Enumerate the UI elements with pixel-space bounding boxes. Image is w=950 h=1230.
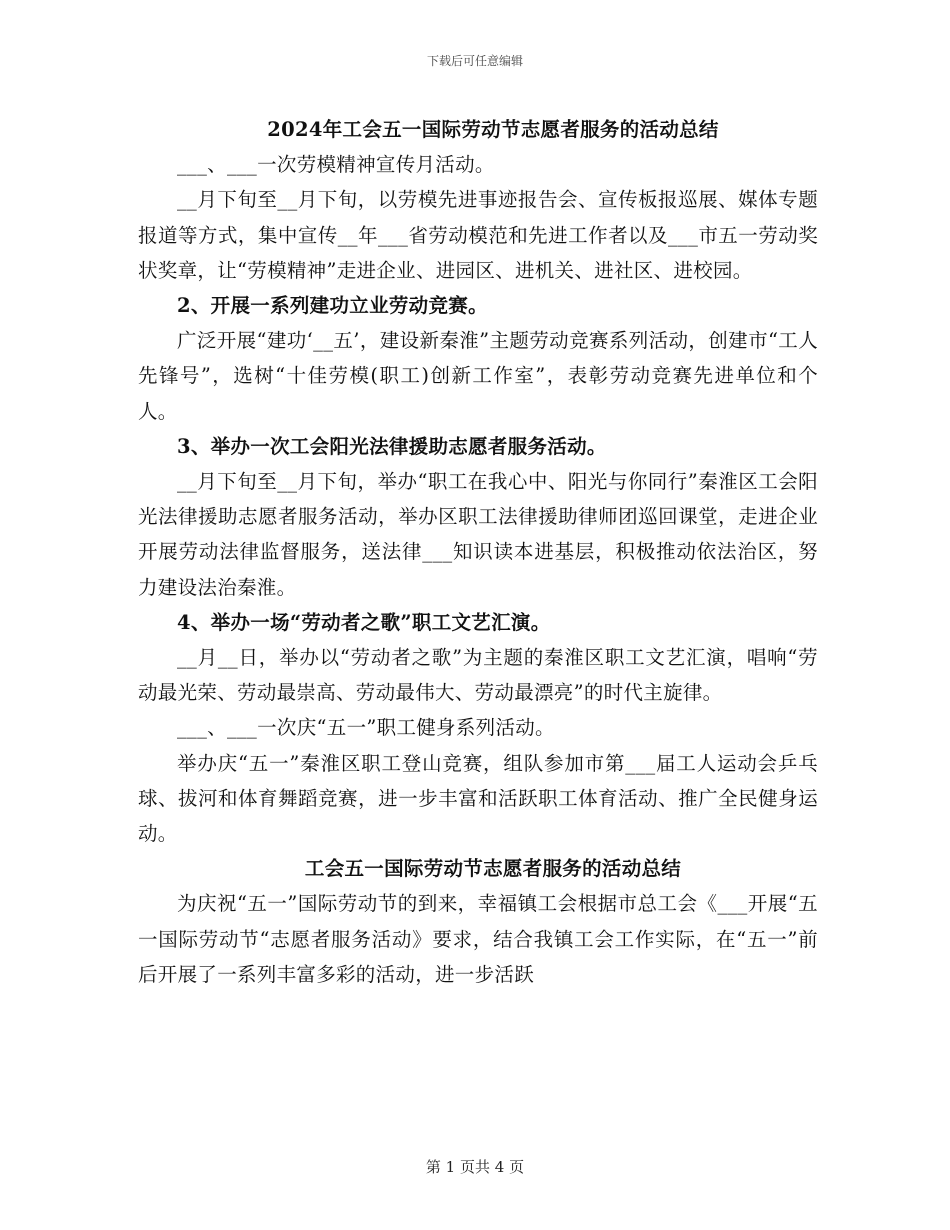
document-title: 2024年工会五一国际劳动节志愿者服务的活动总结 [267,118,719,141]
paragraph-6: ___、___一次庆“五一”职工健身系列活动。 [177,716,555,740]
page-footer: 第 1 页共 4 页 [425,1158,525,1176]
section-heading-4: 4、举办一场“劳动者之歌”职工文艺汇演。 [177,610,551,634]
section-heading-3: 3、举办一次工会阳光法律援助志愿者服务活动。 [177,434,607,458]
document-body [138,112,818,992]
paragraph-3: 广泛开展“建功‘__五’，建设新秦淮”主题劳动竞赛系列活动，创建市“工人先锋号”，选树“十佳劳模(职工)创新工作室”，表彰劳动竞赛先进单位和个人。 [138,329,818,423]
paragraph-5: __月__日，举办以“劳动者之歌”为主题的秦淮区职工文艺汇演，唱响“劳动最光荣、劳动最崇高、劳动最伟大、劳动最漂亮”的时代主旋律。 [138,646,818,705]
paragraph-8: 为庆祝“五一”国际劳动节的到来，幸福镇工会根据市总工会《___开展“五一国际劳动节“志愿者服务活动》要求，结合我镇工会工作实际，在“五一”前后开展了一系列丰富多彩的活动，进一步活跃 [138,892,818,986]
paragraph-2: __月下旬至__月下旬，以劳模先进事迹报告会、宣传板报巡展、媒体专题报道等方式，集中宣传__年___省劳动模范和先进工作者以及___市五一劳动奖状奖章，让“劳模精神”走进企业、进园区、进机关、进社区、进校园。 [138,188,818,282]
paragraph-1: ___、___一次劳模精神宣传月活动。 [177,153,495,177]
page-header: 下载后可任意编辑 [426,54,523,68]
section-heading-2: 2、开展一系列建功立业劳动竞赛。 [177,294,488,318]
paragraph-7: 举办庆“五一”秦淮区职工登山竞赛，组队参加市第___届工人运动会乒乓球、拔河和体育舞蹈竞赛，进一步丰富和活跃职工体育活动、推广全民健身运动。 [138,751,818,846]
paragraph-4: __月下旬至__月下旬，举办“职工在我心中、阳光与你同行”秦淮区工会阳光法律援助志愿者服务活动，举办区职工法律援助律师团巡回课堂，走进企业开展劳动法律监督服务，送法律___知识读本进基层，积极推动依法治区，努力建设法治秦淮。 [138,470,818,599]
document-title-2: 工会五一国际劳动节志愿者服务的活动总结 [304,857,682,881]
